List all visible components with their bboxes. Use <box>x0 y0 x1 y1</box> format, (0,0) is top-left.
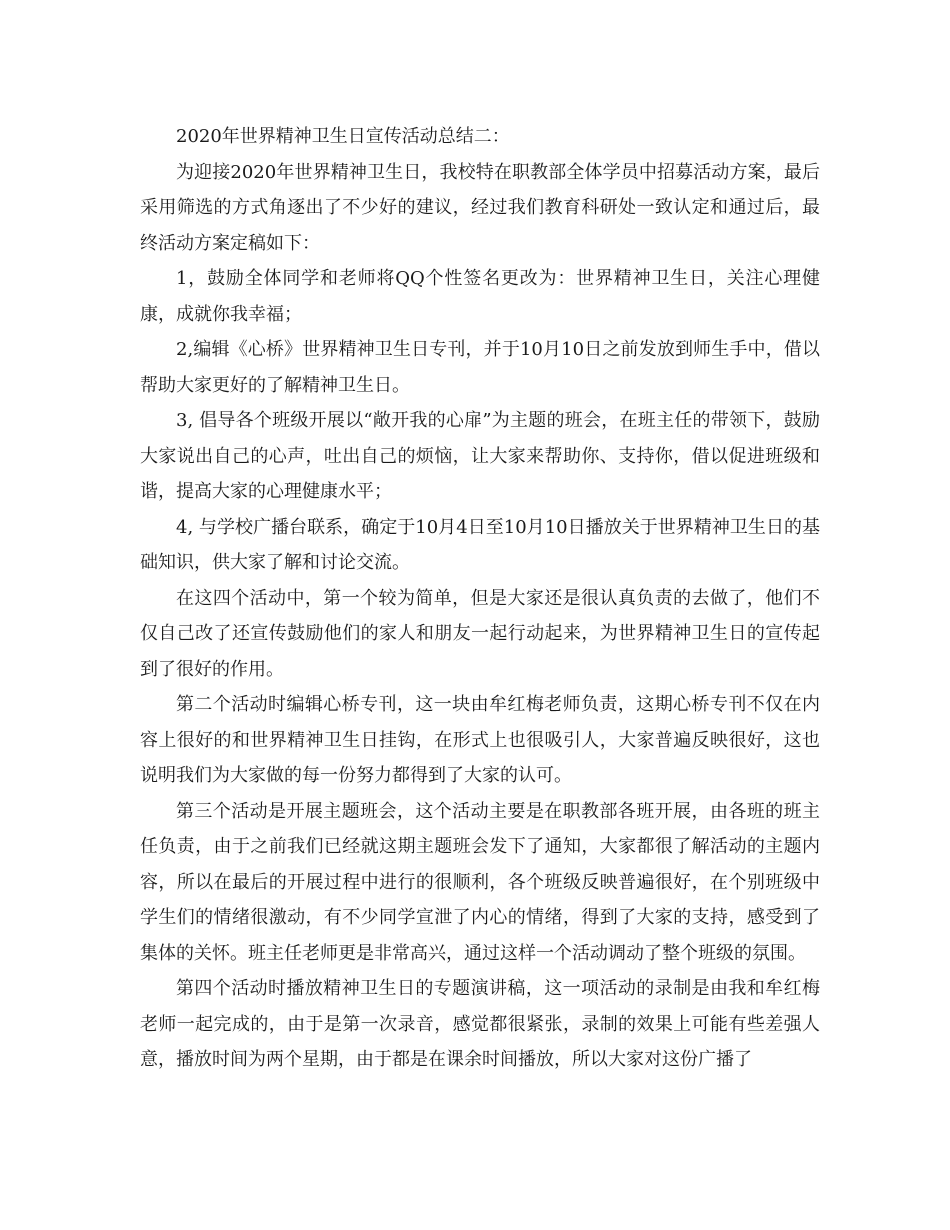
activity-item-3: 3, 倡导各个班级开展以“敞开我的心扉”为主题的班会，在班主任的带领下，鼓励大家说出自己的心声，吐出自己的烦恼，让大家来帮助你、支持你，借以促进班级和谐，提高大家的心理健康水平； <box>140 410 820 502</box>
activity-item-4: 4, 与学校广播台联系，确定于10月4日至10月10日播放关于世界精神卫生日的基础知识，供大家了解和讨论交流。 <box>140 516 820 573</box>
summary-paragraph-1: 在这四个活动中，第一个较为简单，但是大家还是很认真负责的去做了，他们不仅自己改了还宣传鼓励他们的家人和朋友一起行动起来，为世界精神卫生日的宣传起到了很好的作用。 <box>140 587 820 680</box>
document-body <box>140 119 820 1078</box>
activity-item-2: 2,编辑《心桥》世界精神卫生日专刊，并于10月10日之前发放到师生手中，借以帮助大家更好的了解精神卫生日。 <box>140 339 820 396</box>
section-title: 2020年世界精神卫生日宣传活动总结二： <box>176 126 510 147</box>
summary-paragraph-3: 第三个活动是开展主题班会，这个活动主要是在职教部各班开展，由各班的班主任负责，由于之前我们已经就这期主题班会发下了通知，大家都很了解活动的主题内容，所以在最后的开展过程中进行的很顺利，各个班级反映普遍很好，在个别班级中学生们的情绪很激动，有不少同学宣泄了内心的情绪，得到了大家的支持，感受到了集体的关怀。班主任老师更是非常高兴，通过这样一个活动调动了整个班级的氛围。 <box>140 800 820 964</box>
summary-paragraph-2: 第二个活动时编辑心桥专刊，这一块由牟红梅老师负责，这期心桥专刊不仅在内容上很好的和世界精神卫生日挂钩，在形式上也很吸引人，大家普遍反映很好，这也说明我们为大家做的每一份努力都得到了大家的认可。 <box>140 694 820 786</box>
summary-paragraph-4: 第四个活动时播放精神卫生日的专题演讲稿，这一项活动的录制是由我和牟红梅老师一起完成的，由于是第一次录音，感觉都很紧张，录制的效果上可能有些差强人意，播放时间为两个星期，由于都是在课余时间播放，所以大家对这份广播了 <box>140 978 820 1070</box>
activity-item-1: 1，鼓励全体同学和老师将QQ个性签名更改为：世界精神卫生日，关注心理健康，成就你我幸福； <box>140 268 820 325</box>
intro-paragraph: 为迎接2020年世界精神卫生日，我校特在职教部全体学员中招募活动方案，最后采用筛选的方式角逐出了不少好的建议，经过我们教育科研处一致认定和通过后，最终活动方案定稿如下： <box>140 161 820 254</box>
